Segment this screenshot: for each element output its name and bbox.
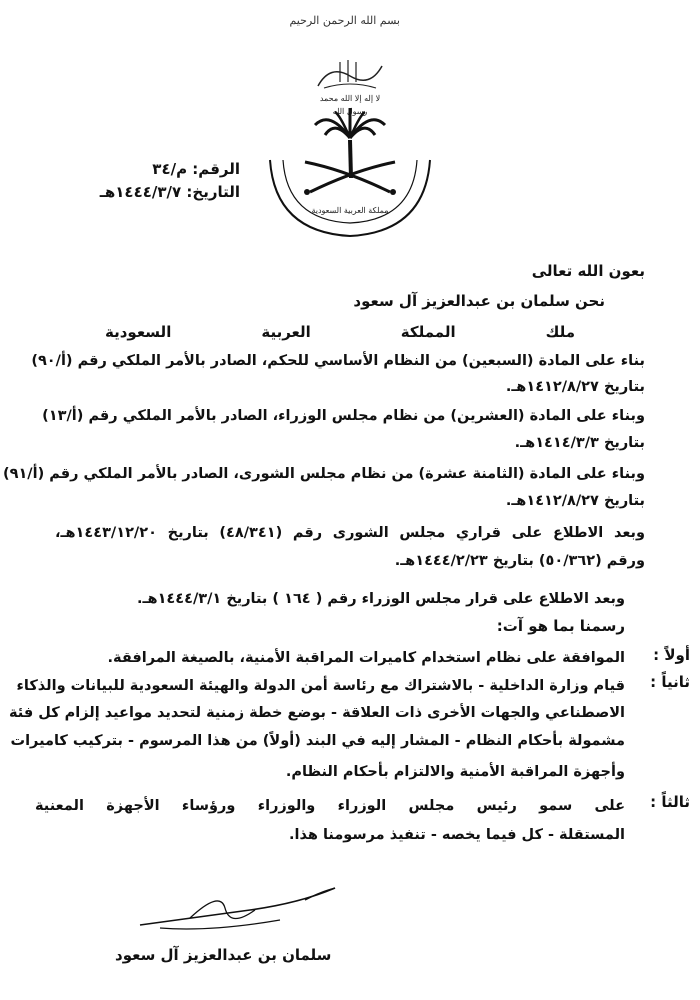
shahada-flourish-icon xyxy=(310,58,390,92)
article-2-line-4: وأجهزة المراقبة الأمنية والالتزام بأحكام النظام. xyxy=(285,764,625,780)
article-1-label: أولاً : xyxy=(653,646,690,664)
saudi-emblem xyxy=(265,100,435,240)
opening-line-1: بعون الله تعالى xyxy=(531,262,645,280)
preamble-line-2: بتاريخ ١٤١٢/٨/٢٧هـ. xyxy=(505,379,645,395)
preamble-line-6: بتاريخ ١٤١٢/٨/٢٧هـ. xyxy=(505,493,645,509)
article-2-line-2: الاصطناعي والجهات الأخرى ذات العلاقة - بوضع خطة زمنية لتحديد مواعيد إلزام كل فئة xyxy=(9,705,625,721)
reference-number: الرقم: م/٣٤ xyxy=(152,160,240,178)
signatory-name: سلمان بن عبدالعزيز آل سعود xyxy=(115,946,332,964)
preamble-line-7: وبعد الاطلاع على قراري مجلس الشورى رقم (٤٨/٣٤١) بتاريخ ١٤٤٣/١٢/٢٠هـ، xyxy=(55,525,645,541)
shahada-calligraphy: لا إله إلا الله محمد رسول الله xyxy=(310,58,390,118)
preamble-line-3: وبناء على المادة (العشرين) من نظام مجلس الوزراء، الصادر بالأمر الملكي رقم (أ/١٣) xyxy=(42,408,645,424)
preamble-line-5: وبناء على المادة (الثامنة عشرة) من نظام مجلس الشورى، الصادر بالأمر الملكي رقم (أ/٩١) xyxy=(2,466,645,482)
signature-icon xyxy=(130,870,360,950)
article-2-label: ثانياً : xyxy=(650,673,690,691)
preamble-line-4: بتاريخ ١٤١٤/٣/٣هـ. xyxy=(514,435,645,451)
article-3-line-2: المستقلة - كل فيما يخصه - تنفيذ مرسومنا هذا. xyxy=(289,827,625,843)
opening-line-2: نحن سلمان بن عبدالعزيز آل سعود xyxy=(353,292,605,310)
article-3-label: ثالثاً : xyxy=(650,793,690,811)
handwritten-signature xyxy=(130,870,360,950)
basmala: بسم الله الرحمن الرحيم xyxy=(289,14,400,27)
reference-date: التاريخ: ١٤٤٤/٣/٧هـ xyxy=(99,183,240,201)
preamble-line-8: ورقم (٥٠/٣٦٢) بتاريخ ١٤٤٤/٢/٢٣هـ. xyxy=(394,553,645,569)
article-2-line-3: مشمولة بأحكام النظام - المشار إليه في البند (أولاً) من هذا المرسوم - بتركيب كاميرات xyxy=(10,733,625,749)
article-3-line-1: على سمو رئيس مجلس الوزراء والوزراء ورؤساء الأجهزة المعنية xyxy=(35,798,625,814)
article-1-line-1: الموافقة على نظام استخدام كاميرات المراقبة الأمنية، بالصيغة المرافقة. xyxy=(107,650,625,666)
preamble-line-9: وبعد الاطلاع على قرار مجلس الوزراء رقم ( ١٦٤ ) بتاريخ ١٤٤٤/٣/١هـ. xyxy=(137,591,625,607)
opening-line-3: ملك المملكة العربية السعودية xyxy=(105,323,575,341)
article-2-line-1: قيام وزارة الداخلية - بالاشتراك مع رئاسة أمن الدولة والهيئة السعودية للبيانات والذكاء xyxy=(16,678,625,694)
emblem-ring-text: مملكة العربية السعودية xyxy=(311,206,389,215)
palm-swords-icon xyxy=(265,100,435,240)
preamble-line-1: بناء على المادة (السبعين) من النظام الأساسي للحكم، الصادر بالأمر الملكي رقم (أ/٩٠) xyxy=(31,353,645,369)
decree-intro: رسمنا بما هو آت: xyxy=(496,617,625,635)
